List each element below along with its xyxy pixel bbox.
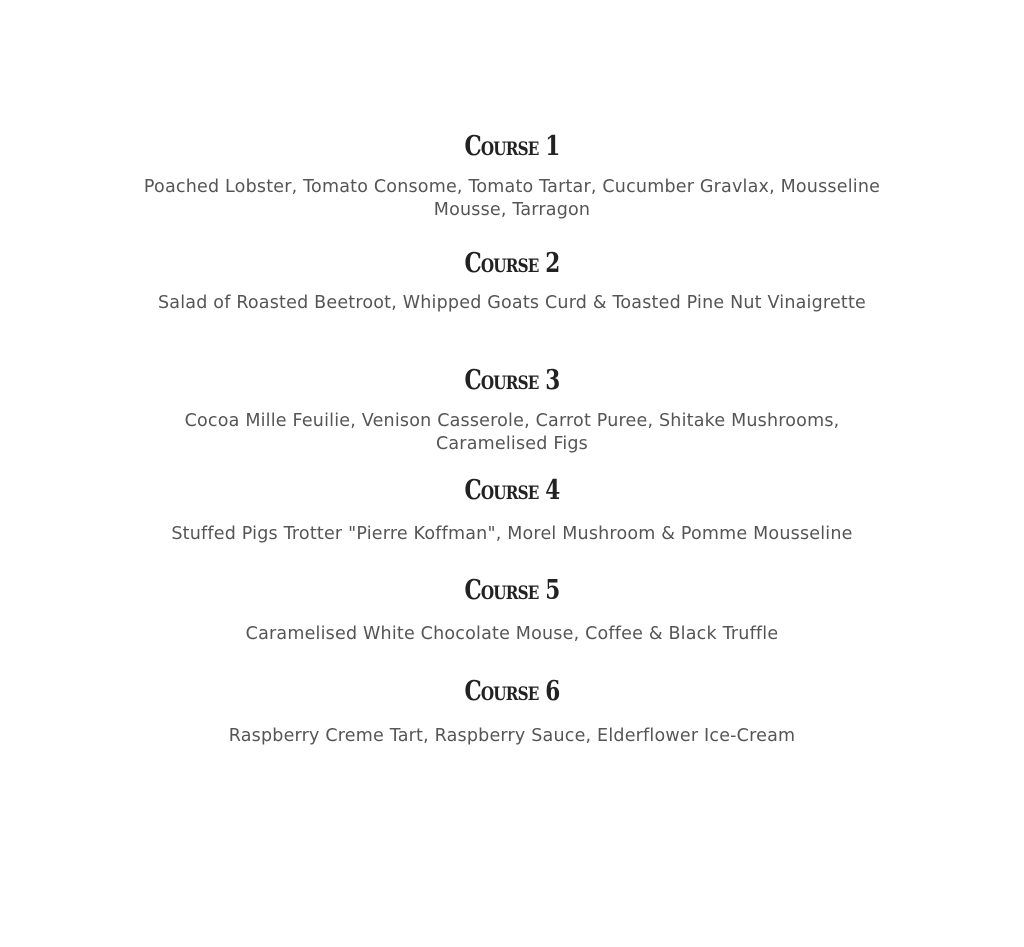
course-title: Course 3 — [464, 365, 560, 396]
course-title: Course 1 — [464, 131, 560, 162]
course-description: Cocoa Mille Feuilie, Venison Casserole, Carrot Puree, Shitake Mushrooms, Caramelised Figs — [184, 411, 840, 454]
course-title: Course 2 — [464, 248, 560, 279]
course-description: Raspberry Creme Tart, Raspberry Sauce, Elderflower Ice-Cream — [228, 726, 796, 746]
course-description: Poached Lobster, Tomato Consome, Tomato Tartar, Cucumber Gravlax, Mousseline Mousse, Tarragon — [143, 177, 881, 220]
course-title: Course 6 — [464, 676, 560, 707]
course-section — [0, 574, 1024, 646]
course-section — [0, 247, 1024, 315]
course-section — [0, 474, 1024, 546]
course-title: Course 4 — [464, 475, 560, 506]
course-description: Salad of Roasted Beetroot, Whipped Goats Curd & Toasted Pine Nut Vinaigrette — [158, 293, 866, 313]
course-description: Caramelised White Chocolate Mouse, Coffee & Black Truffle — [245, 624, 779, 644]
course-description: Stuffed Pigs Trotter "Pierre Koffman", Morel Mushroom & Pomme Mousseline — [171, 524, 853, 544]
course-section — [0, 130, 1024, 222]
course-section — [0, 675, 1024, 748]
course-title: Course 5 — [464, 575, 560, 606]
course-section — [0, 364, 1024, 456]
